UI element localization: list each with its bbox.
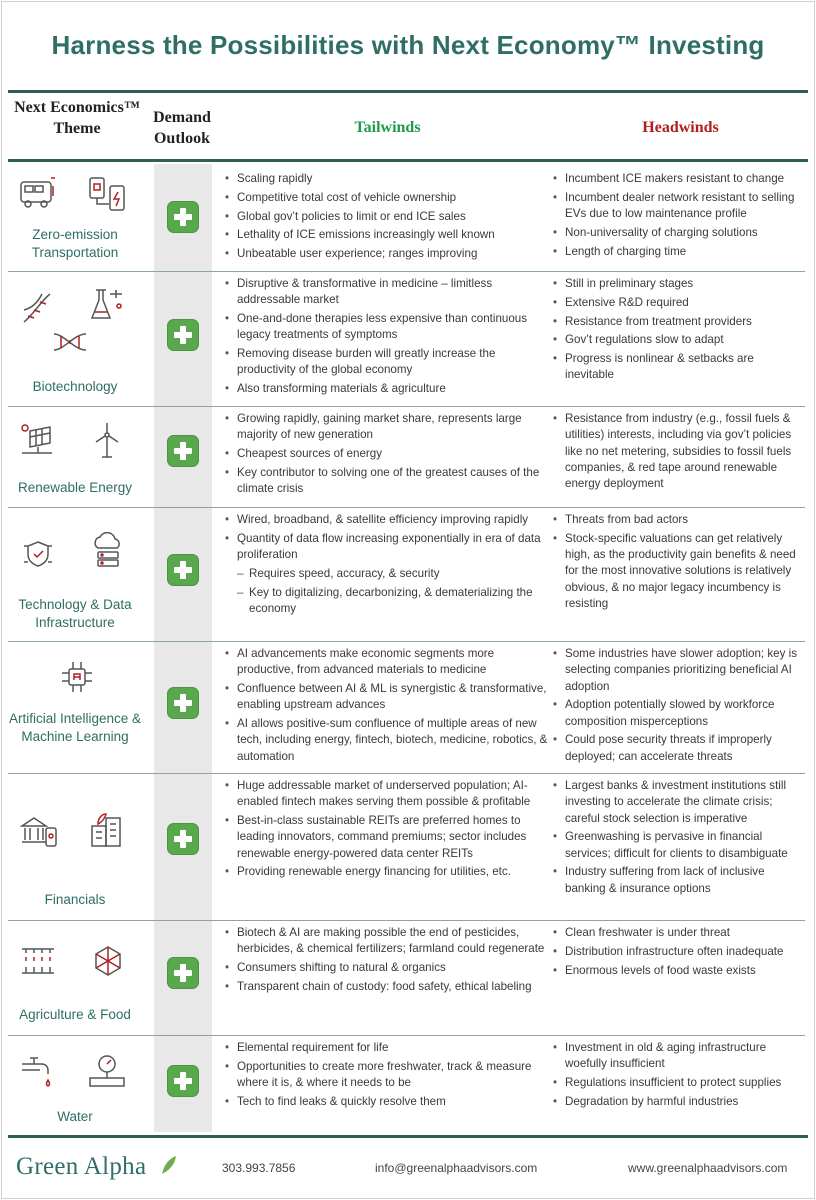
tailwind-item: • Huge addressable market of underserved population; AI-enabled fintech makes serving them possible & profitable: [223, 778, 553, 811]
ai-chip-icon: [58, 658, 96, 696]
tailwind-item: • Consumers shifting to natural & organics: [223, 960, 553, 976]
headwinds-cell: [551, 171, 806, 262]
theme-cell: [8, 508, 146, 642]
positive-outlook-icon: [167, 957, 199, 989]
tailwinds-cell: [223, 276, 553, 400]
tailwind-subitem: – Requires speed, accuracy, & security: [223, 566, 553, 582]
footer: [0, 1138, 816, 1198]
tailwinds-cell: [223, 646, 553, 768]
tailwind-item: • Quantity of data flow increasing exponentially in era of data proliferation: [223, 531, 553, 564]
tailwinds-cell: [223, 925, 553, 998]
positive-outlook-icon: [167, 435, 199, 467]
electric-bus-icon: [19, 176, 57, 210]
tailwind-subitem: – Key to digitalizing, decarbonizing, & dematerializing the economy: [223, 585, 553, 618]
tailwind-item: • Lethality of ICE emissions increasingly well known: [223, 227, 553, 243]
theme-label: Artificial Intelligence & Machine Learning: [8, 711, 142, 744]
theme-label: Water: [57, 1109, 93, 1124]
page-title: Harness the Possibilities with Next Economy™ Investing: [51, 30, 765, 60]
demand-outlook-cell: [154, 272, 212, 407]
headwind-item: • Progress is nonlinear & setbacks are inevitable: [551, 351, 806, 384]
headwind-item: • Still in preliminary stages: [551, 276, 806, 292]
tailwind-item: • Tech to find leaks & quickly resolve them: [223, 1094, 553, 1110]
tailwind-item: • Global gov’t policies to limit or end ICE sales: [223, 209, 553, 225]
cloud-server-icon: [90, 532, 126, 570]
header-theme: Next Economics™ Theme: [14, 99, 140, 137]
tailwind-item: • AI advancements make economic segments more productive, from advanced materials to medicine: [223, 646, 553, 679]
security-shield-icon: [20, 536, 56, 572]
headwind-item: • Could pose security threats if improperly deployed; can accelerate threats: [551, 732, 806, 765]
headwind-item: • Industry suffering from lack of inclusive banking & insurance options: [551, 864, 806, 897]
headwind-item: • Enormous levels of food waste exists: [551, 963, 806, 979]
table-row: [8, 1036, 805, 1132]
theme-label: Financials: [44, 892, 106, 907]
headwind-item: • Adoption potentially slowed by workforce composition misperceptions: [551, 697, 806, 730]
headwind-item: • Distribution infrastructure often inadequate: [551, 944, 806, 960]
molecule-network-icon: [90, 943, 126, 979]
theme-label: Agriculture & Food: [19, 1007, 131, 1022]
dna-strand-icon: [52, 326, 88, 358]
headwinds-cell: [551, 646, 806, 768]
headwind-item: • Clean freshwater is under threat: [551, 925, 806, 941]
tailwind-item: • One-and-done therapies less expensive than continuous legacy treatments of symptoms: [223, 311, 553, 344]
table-row: [8, 774, 805, 921]
headwind-item: • Degradation by harmful industries: [551, 1094, 806, 1110]
tailwinds-cell: [223, 411, 553, 500]
theme-cell: [8, 921, 146, 1036]
tailwind-item: • Growing rapidly, gaining market share, represents large majority of new generation: [223, 411, 553, 444]
tailwind-item: • Wired, broadband, & satellite efficiency improving rapidly: [223, 512, 553, 528]
headwind-item: • Extensive R&D required: [551, 295, 806, 311]
header-rule: [8, 159, 808, 162]
theme-label: Biotechnology: [32, 379, 118, 394]
tailwinds-cell: [223, 1040, 553, 1113]
tailwind-item: • Cheapest sources of energy: [223, 446, 553, 462]
headwind-item: • Gov’t regulations slow to adapt: [551, 332, 806, 348]
tailwind-item: • Also transforming materials & agriculture: [223, 381, 553, 397]
website-link[interactable]: www.greenalphaadvisors.com: [628, 1161, 788, 1175]
water-faucet-icon: [20, 1054, 58, 1090]
headwinds-cell: [551, 411, 806, 495]
ev-charger-icon: [88, 176, 128, 212]
theme-label: Renewable Energy: [17, 480, 133, 495]
table-row: [8, 508, 805, 642]
wind-turbine-icon: [88, 421, 126, 459]
tailwind-item: • Key contributor to solving one of the greatest causes of the climate crisis: [223, 465, 553, 498]
tailwind-item: • Scaling rapidly: [223, 171, 553, 187]
headwind-item: • Investment in old & aging infrastructure woefully insufficient: [551, 1040, 806, 1073]
table-row: [8, 642, 805, 774]
green-alpha-logo: Green Alpha: [16, 1153, 147, 1180]
headwinds-cell: [551, 778, 806, 900]
headwind-item: • Stock-specific valuations can get relatively high, as the productivity gain benefits & need for the most innovative solutions is relatively obvious, & no major legacy incumbency is resisting: [551, 531, 806, 612]
tailwind-item: • Elemental requirement for life: [223, 1040, 553, 1056]
demand-outlook-cell: [154, 508, 212, 642]
table-row: [8, 921, 805, 1036]
positive-outlook-icon: [167, 554, 199, 586]
table-row: [8, 272, 805, 407]
theme-cell: [8, 407, 146, 508]
table-header: [8, 95, 808, 159]
headwind-item: • Incumbent dealer network resistant to selling EVs due to low maintenance profile: [551, 190, 806, 223]
phone-number: 303.993.7856: [222, 1161, 296, 1175]
positive-outlook-icon: [167, 201, 199, 233]
table-row: [8, 164, 805, 272]
theme-cell: [8, 1036, 146, 1132]
tailwinds-cell: [223, 778, 553, 883]
water-meter-icon: [88, 1052, 126, 1090]
tailwind-item: • Opportunities to create more freshwater, track & measure where it is, & where it needs to be: [223, 1059, 553, 1092]
solar-panel-icon: [20, 423, 56, 457]
positive-outlook-icon: [167, 823, 199, 855]
headwind-item: • Largest banks & investment institutions still investing to accelerate the climate crisis; careful stock selection is imperative: [551, 778, 806, 827]
theme-cell: [8, 774, 146, 921]
headwind-item: • Threats from bad actors: [551, 512, 806, 528]
headwind-item: • Some industries have slower adoption; key is selecting companies prioritizing beneficial AI adoption: [551, 646, 806, 695]
positive-outlook-icon: [167, 687, 199, 719]
email-link[interactable]: info@greenalphaadvisors.com: [375, 1161, 538, 1175]
demand-outlook-cell: [154, 642, 212, 774]
headwind-item: • Regulations insufficient to protect supplies: [551, 1075, 806, 1091]
theme-label: Zero-emission Transportation: [31, 227, 119, 260]
table-row: [8, 407, 805, 508]
tailwind-item: • Providing renewable energy financing for utilities, etc.: [223, 864, 553, 880]
positive-outlook-icon: [167, 1065, 199, 1097]
headwinds-cell: [551, 925, 806, 981]
theme-cell: [8, 164, 146, 272]
lab-flask-icon: [86, 286, 126, 324]
tailwind-item: • Transparent chain of custody: food safety, ethical labeling: [223, 979, 553, 995]
headwind-item: • Length of charging time: [551, 244, 806, 260]
tailwind-item: • Competitive total cost of vehicle ownership: [223, 190, 553, 206]
leaf-icon: [160, 1154, 178, 1181]
tailwinds-cell: [223, 171, 553, 265]
tailwind-item: • AI allows positive-sum confluence of multiple areas of new tech, including energy, fintech, biotech, medicine, robotics, & automation: [223, 716, 553, 765]
tailwind-item: • Best-in-class sustainable REITs are preferred homes to leading innovators, command premiums; sector includes renewable energy-powered data center REITs: [223, 813, 553, 862]
header-demand-outlook: Demand Outlook: [153, 109, 211, 147]
demand-outlook-cell: [154, 407, 212, 508]
demand-outlook-cell: [154, 1036, 212, 1132]
headwind-item: • Greenwashing is pervasive in financial services; difficult for clients to disambiguate: [551, 829, 806, 862]
tailwind-item: • Biotech & AI are making possible the end of pesticides, herbicides, & chemical fertilizers; farmland could regenerate: [223, 925, 553, 958]
demand-outlook-cell: [154, 921, 212, 1036]
headwinds-cell: [551, 276, 806, 386]
title-rule: [8, 90, 808, 93]
header-tailwinds: Tailwinds: [354, 119, 421, 136]
positive-outlook-icon: [167, 319, 199, 351]
bank-phone-icon: [20, 814, 58, 850]
dna-icon: [20, 290, 54, 326]
tailwind-item: • Disruptive & transformative in medicine – limitless addressable market: [223, 276, 553, 309]
headwind-item: • Incumbent ICE makers resistant to change: [551, 171, 806, 187]
tailwinds-cell: [223, 512, 553, 620]
theme-cell: [8, 272, 146, 407]
headwind-item: • Resistance from industry (e.g., fossil fuels & utilities) interests, including via gov’t policies like no net metering, subsidies to fossil fuels companies, & red tape around renewable energy deployment: [551, 411, 806, 492]
headwinds-cell: [551, 1040, 806, 1113]
demand-outlook-cell: [154, 164, 212, 272]
headwind-item: • Non-universality of charging solutions: [551, 225, 806, 241]
header-headwinds: Headwinds: [642, 119, 719, 136]
theme-cell: [8, 642, 146, 774]
demand-outlook-cell: [154, 774, 212, 921]
green-building-icon: [88, 810, 126, 850]
tailwind-item: • Unbeatable user experience; ranges improving: [223, 246, 553, 262]
theme-label: Technology & Data Infrastructure: [18, 597, 132, 630]
greenhouse-irrigation-icon: [20, 943, 58, 979]
tailwind-item: • Removing disease burden will greatly increase the productivity of the global economy: [223, 346, 553, 379]
headwind-item: • Resistance from treatment providers: [551, 314, 806, 330]
tailwind-item: • Confluence between AI & ML is synergistic & transformative, enabling upstream advances: [223, 681, 553, 714]
headwinds-cell: [551, 512, 806, 615]
